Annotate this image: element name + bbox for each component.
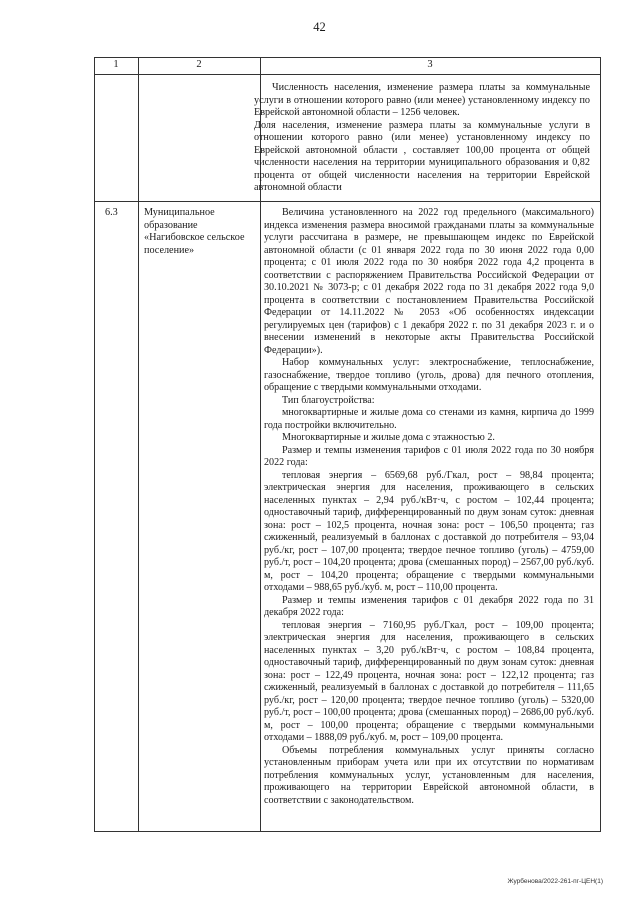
table-border-top [94,57,601,58]
table-border-right [600,57,601,832]
header-row-divider [94,74,601,75]
document-table [94,57,601,832]
july-tariffs-paragraph: тепловая энергия – 6569,68 руб./Гкал, рост – 98,84 процента; электрическая энергия для населения, проживающего в сельских населенных пунктах – 2,94 руб./кВт·ч, с ростом – 102,44 процента; одноставочный тариф, дифференцированный по двум зонам суток: дневная зона: рост – 102,5 процента, ночная зона: рост – 106,50 процента; газ сжиженный, реализуемый в баллонах с доставкой до потребителя – 93,04 руб./кг, рост – 107,00 процента; твердое печное топливо (уголь) – 4759,00 руб./т, рост – 104,20 процента; дрова (смешанных пород) – 2567,00 руб./куб. м, рост – 104,20 процента; обращение с твердыми коммунальными отходами – 988,65 руб./куб. м, рост – 110,00 процента. [264,469,594,593]
municipality-name: Муниципальное образование «Нагибовское сельское поселение» [144,207,245,256]
improvement-type-heading: Тип благоустройства: [282,394,375,406]
july-tariffs-heading: Размер и темпы изменения тарифов с 01 июля 2022 года по 30 ноября 2022 года: [264,444,594,468]
header-col-1: 1 [113,59,119,70]
continuation-cell [254,82,590,195]
page-number: 42 [313,20,326,34]
header-col-3: 3 [427,59,433,70]
column-divider-1 [138,57,139,832]
consumption-volume-paragraph: Объемы потребления коммунальных услуг приняты согласно установленным приборам учета или при их отсутствии по нормативам потребления коммунальных услуг, установленным для населения, проживающего на территории Еврейской автономной области, в соответствии с законодательством. [264,744,594,806]
header-col-2: 2 [196,59,202,70]
table-border-bottom [94,831,601,832]
row-divider [94,201,601,202]
services-paragraph: Набор коммунальных услуг: электроснабжение, теплоснабжение, газоснабжение, твердое топливо (уголь, дрова) для печного отопления, обращение с твердыми коммунальными отходами. [264,357,594,393]
document-footer-code: Журбенова/2022-261-пг-ЦЕН(1) [507,878,603,885]
row-number: 6.3 [105,207,118,218]
building-type-paragraph: многоквартирные и жилые дома со стенами из камня, кирпича до 1999 года постройки включительно. [264,407,594,431]
population-paragraph: Численность населения, изменение размера платы за коммунальные услуги в отношении которого равно (или менее) установленному индексу по Еврейской автономной области – 1256 человек. [254,82,590,118]
december-tariffs-heading: Размер и темпы изменения тарифов с 01 декабря 2022 года по 31 декабря 2022 года: [264,594,594,618]
floors-paragraph: Многоквартирные и жилые дома с этажностью 2. [282,432,495,443]
tariff-details-cell [264,207,594,807]
index-paragraph: Величина установленного на 2022 год предельного (максимального) индекса изменения размера вносимой гражданами платы за коммунальные услуги рассчитана в размере, не превышающем индекс по Еврейской автономной области (с 01 января 2022 года по 30 июня 2022 года 0,00 процента; с 01 июля 2022 года по 30 ноября 2022 года 4,2 процента в соответствии с распоряжением Правительства Российской Федерации от 30.10.2021 № 3073-р; с 01 декабря 2022 года по 31 декабря 2022 года 9,0 процента в соответствии с постановлением Правительства Российской Федерации от 14.11.2022 № 2053 «Об особенностях индексации регулируемых цен (тарифов) с 1 декабря 2022 г. по 31 декабря 2023 г. и о внесении изменений в некоторые акты Правительства Российской Федерации»). [264,207,594,356]
december-tariffs-paragraph: тепловая энергия – 7160,95 руб./Гкал, рост – 109,00 процента; электрическая энергия для населения, проживающего в сельских населенных пунктах – 3,20 руб./кВт·ч, с ростом – 108,84 процента, одноставочный тариф, дифференцированный по двум зонам суток: дневная зона: рост – 122,49 процента, ночная зона: рост – 122,12 процента; газ сжиженный, реализуемый в баллонах с доставкой до потребителя – 111,65 руб./кг, рост – 120,00 процента; твердое печное топливо (уголь) – 5320,00 руб./т, рост – 100,00 процента; дрова (смешанных пород) – 2686,00 руб./куб. м, рост – 100,00 процента; обращение с твердыми коммунальными отходами – 1888,09 руб./куб. м, рост – 109,00 процента. [264,619,594,743]
population-share-paragraph: Доля населения, изменение размера платы за коммунальные услуги в отношении которого равно (или менее) установленному индексу по Еврейской автономной области , составляет 100,00 процента от общей численности населения на территории муниципального образования и 0,82 процента от общей численности населения на территории Еврейской автономной области [254,119,590,193]
table-border-left [94,57,95,832]
